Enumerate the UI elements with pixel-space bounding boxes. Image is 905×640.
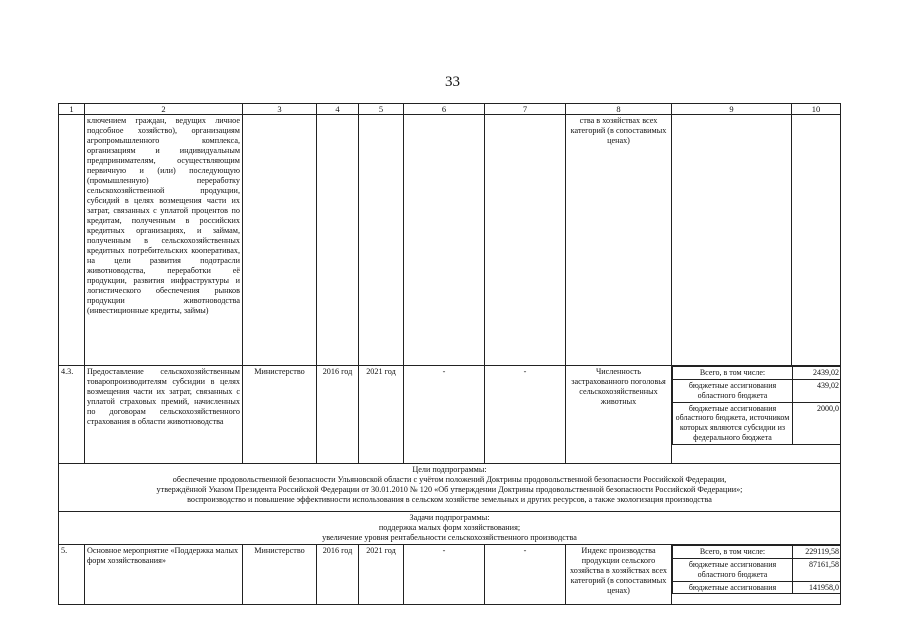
column-header: 1 bbox=[59, 104, 85, 115]
page-number: 33 bbox=[445, 74, 460, 90]
finance-label: бюджетные ассигнования bbox=[673, 581, 793, 594]
goals-title: Цели подпрограммы: bbox=[412, 465, 487, 475]
table-row-continuation bbox=[59, 115, 841, 366]
goals-row bbox=[59, 464, 841, 512]
finance-label: бюджетные ассигнования областного бюджета bbox=[673, 380, 793, 403]
finance-value: 229119,58 bbox=[793, 546, 841, 559]
end-year: 2021 год bbox=[359, 545, 404, 605]
row-number: 5. bbox=[59, 545, 85, 605]
indicator-text: ства в хозяйствах всех категорий (в сопоставимых ценах) bbox=[566, 115, 672, 366]
column-header: 4 bbox=[317, 104, 359, 115]
goals-line: утверждённой Указом Президента Российской Федерации от 30.01.2010 № 120 «Об утверждении Доктрины продовольственной безопасности Российской Федерации»; bbox=[156, 485, 743, 495]
executor: Министерство bbox=[243, 545, 317, 605]
indicator-text: Индекс производства продукции сельского хозяйства в хозяйствах всех категорий (в сопоставимых ценах) bbox=[566, 545, 672, 605]
finance-label: Всего, в том числе: bbox=[673, 367, 793, 380]
executor: Министерство bbox=[243, 366, 317, 464]
finance-value: 439,02 bbox=[793, 380, 841, 403]
finance-value: 2000,0 bbox=[793, 402, 841, 444]
activity-description: ключением граждан, ведущих личное подсобное хозяйство), организациям агропромышленного комплекса, организациям и индивидуальным предпринимателям, осуществляющим первичную и (или) последующую (промышленную) переработку сельскохозяйственной продукции, субсидий в целях возмещения части их затрат, связанных с уплатой процентов по кредитам, полученным в российских кредитных организациях, и займам, полученным в сельскохозяйственных кредитных потребительских кооперативах, на цели развития подотрасли животноводства, переработки её продукции, развития инфраструктуры и логистического обеспечения рынков продукции животноводства (инвестиционные кредиты, займы) bbox=[85, 115, 243, 366]
header-row bbox=[59, 104, 841, 115]
column-header: 2 bbox=[85, 104, 243, 115]
finance-subtable bbox=[672, 545, 841, 594]
column-header: 9 bbox=[672, 104, 792, 115]
start-year: 2016 год bbox=[317, 545, 359, 605]
finance-label: Всего, в том числе: bbox=[673, 546, 793, 559]
finance-value: 2439,02 bbox=[793, 367, 841, 380]
finance-label: бюджетные ассигнования областного бюджета, источником которых являются субсидии из федерального бюджета bbox=[673, 402, 793, 444]
column-6-value: - bbox=[404, 545, 485, 605]
finance-subtable bbox=[672, 366, 841, 444]
row-number: 4.3. bbox=[59, 366, 85, 464]
activity-description: Предоставление сельскохозяйственным товаропроизводителям субсидии в целях возмещения части их затрат, связанных с уплатой страховых премий, начисленных по договорам сельскохозяйственного страхования в области животноводства bbox=[85, 366, 243, 464]
table-row-5 bbox=[59, 545, 841, 605]
indicator-text: Численность застрахованного поголовья сельскохозяйственных животных bbox=[566, 366, 672, 464]
program-table bbox=[58, 103, 841, 605]
column-7-value: - bbox=[485, 545, 566, 605]
goals-line: воспроизводство и повышение эффективности использования в сельском хозяйстве земельных и других ресурсов, а также экологизация производства bbox=[187, 495, 712, 505]
tasks-line: увеличение уровня рентабельности сельскохозяйственного производства bbox=[322, 533, 577, 543]
tasks-line: поддержка малых форм хозяйствования; bbox=[378, 523, 521, 533]
column-header: 6 bbox=[404, 104, 485, 115]
finance-value: 141958,0 bbox=[793, 581, 841, 594]
column-header: 5 bbox=[359, 104, 404, 115]
activity-description: Основное мероприятие «Поддержка малых форм хозяйствования» bbox=[85, 545, 243, 605]
start-year: 2016 год bbox=[317, 366, 359, 464]
tasks-title: Задачи подпрограммы: bbox=[409, 513, 490, 523]
column-7-value: - bbox=[485, 366, 566, 464]
tasks-row bbox=[59, 512, 841, 545]
column-header: 10 bbox=[792, 104, 841, 115]
end-year: 2021 год bbox=[359, 366, 404, 464]
goals-line: обеспечение продовольственной безопасности Ульяновской области с учётом положений Доктрины продовольственной безопасности Российской Федерации, bbox=[172, 475, 727, 485]
column-6-value: - bbox=[404, 366, 485, 464]
column-header: 7 bbox=[485, 104, 566, 115]
finance-value: 87161,58 bbox=[793, 559, 841, 582]
column-header: 8 bbox=[566, 104, 672, 115]
column-header: 3 bbox=[243, 104, 317, 115]
finance-label: бюджетные ассигнования областного бюджета bbox=[673, 559, 793, 582]
table-row-4-3 bbox=[59, 366, 841, 464]
